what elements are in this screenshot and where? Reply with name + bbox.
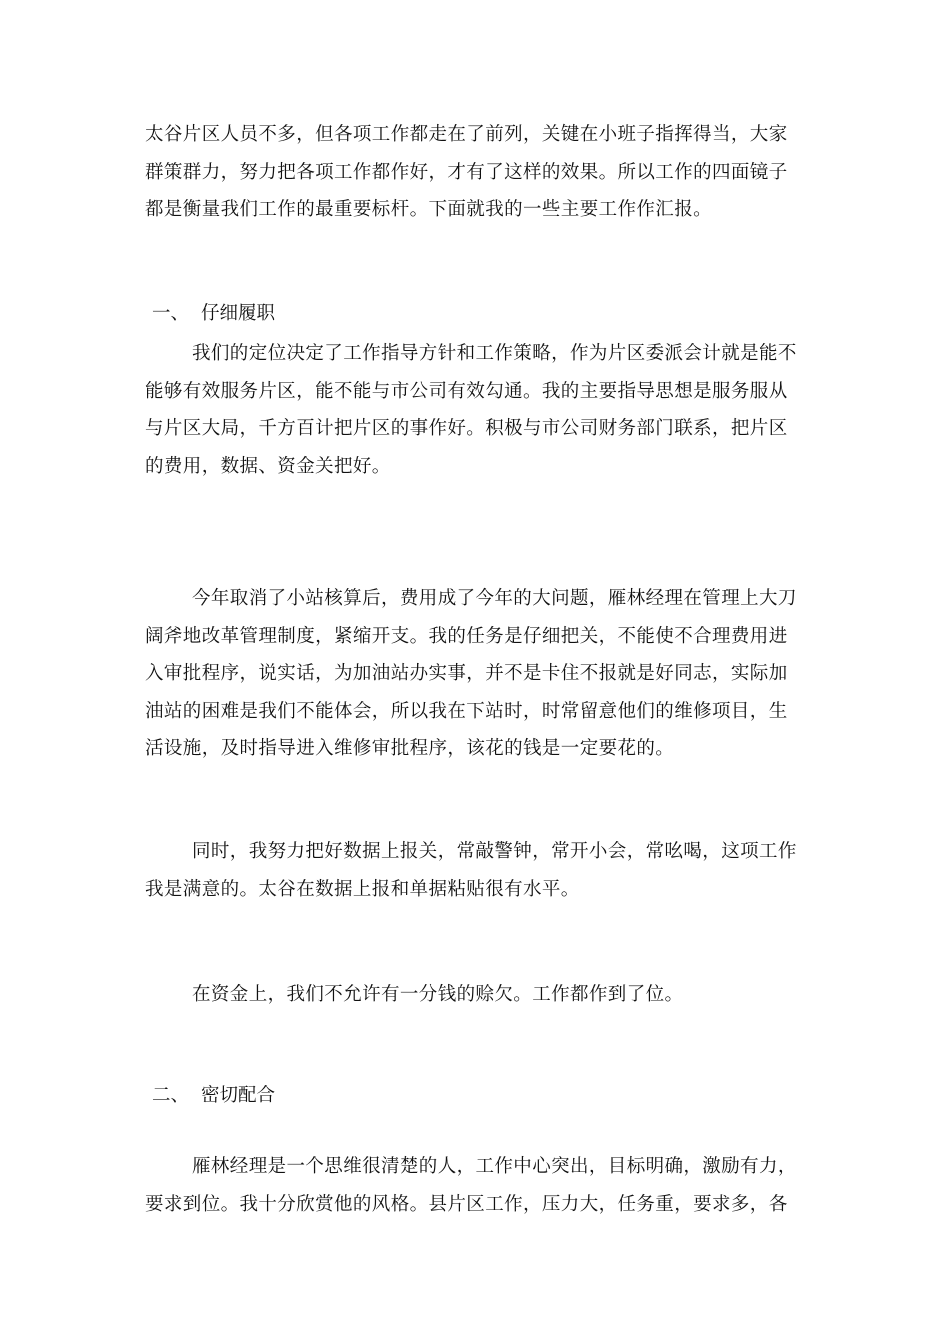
paragraph-line: 太谷片区人员不多，但各项工作都走在了前列，关键在小班子指挥得当，大家 xyxy=(145,124,788,145)
section1-paragraph-4 xyxy=(145,976,810,1014)
paragraph-line: 油站的困难是我们不能体会，所以我在下站时，时常留意他们的维修项目，生 xyxy=(145,700,788,722)
paragraph-line: 与片区大局，千方百计把片区的事作好。积极与市公司财务部门联系，把片区 xyxy=(145,418,788,439)
section-heading-2 xyxy=(152,1081,275,1111)
intro-paragraph xyxy=(145,116,810,229)
paragraph-line: 我们的定位决定了工作指导方针和工作策略，作为片区委派会计就是能不 xyxy=(192,343,797,364)
section1-paragraph-2 xyxy=(145,580,810,768)
paragraph-line: 能够有效服务片区，能不能与市公司有效勾通。我的主要指导思想是服务服从 xyxy=(145,380,788,402)
paragraph-line: 雁林经理是一个思维很清楚的人，工作中心突出，目标明确，激励有力， xyxy=(192,1156,797,1177)
section-number: 一、 xyxy=(152,303,190,324)
paragraph-line: 在资金上，我们不允许有一分钱的赊欠。工作都作到了位。 xyxy=(192,984,684,1005)
section-title: 仔细履职 xyxy=(201,303,276,324)
paragraph-line: 阔斧地改革管理制度，紧缩开支。我的任务是仔细把关，不能使不合理费用进 xyxy=(145,625,788,647)
paragraph-line: 同时，我努力把好数据上报关，常敲警钟，常开小会，常吆喝，这项工作 xyxy=(192,841,797,862)
paragraph-line: 今年取消了小站核算后，费用成了今年的大问题，雁林经理在管理上大刀 xyxy=(192,588,797,609)
paragraph-line: 的费用，数据、资金关把好。 xyxy=(145,455,391,477)
section2-paragraph-1 xyxy=(145,1148,810,1223)
paragraph-line: 要求到位。我十分欣赏他的风格。县片区工作，压力大，任务重，要求多，各 xyxy=(145,1193,788,1215)
section1-paragraph-3 xyxy=(145,833,810,908)
section-heading-1 xyxy=(152,299,275,329)
paragraph-line: 群策群力，努力把各项工作都作好，才有了这样的效果。所以工作的四面镜子 xyxy=(145,161,788,183)
section-title: 密切配合 xyxy=(201,1085,276,1106)
paragraph-line: 活设施，及时指导进入维修审批程序，该花的钱是一定要花的。 xyxy=(145,738,675,759)
paragraph-line: 都是衡量我们工作的最重要标杆。下面就我的一些主要工作作汇报。 xyxy=(145,199,713,220)
section-number: 二、 xyxy=(152,1085,190,1106)
paragraph-line: 入审批程序，说实话，为加油站办实事，并不是卡住不报就是好同志，实际加 xyxy=(145,663,788,684)
paragraph-line: 我是满意的。太谷在数据上报和单据粘贴很有水平。 xyxy=(145,878,580,900)
section1-paragraph-1 xyxy=(145,335,810,485)
